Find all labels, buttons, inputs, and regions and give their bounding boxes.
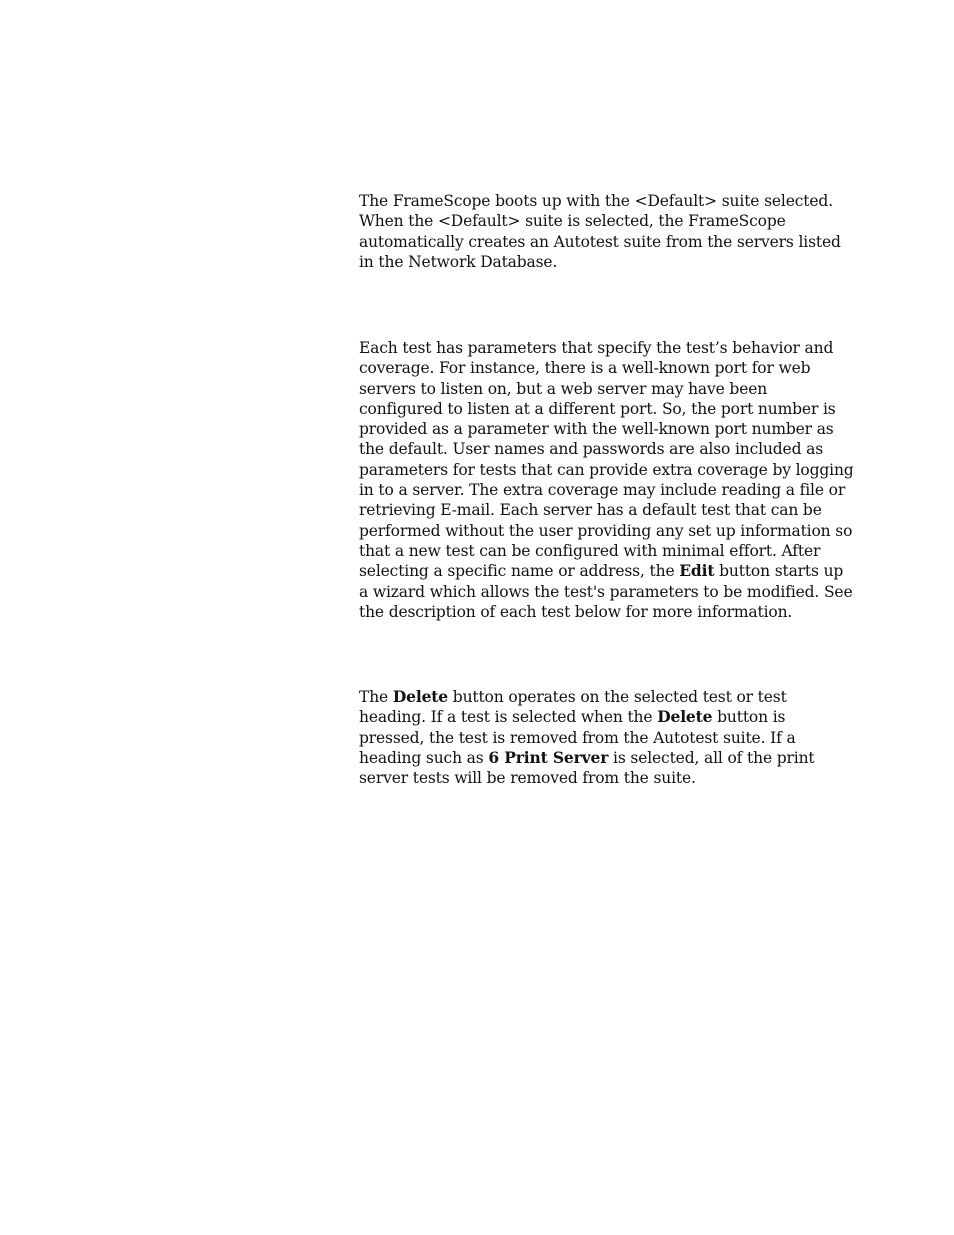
paragraph-delete-button xyxy=(359,687,854,788)
edit-button-reference: Edit xyxy=(679,561,715,581)
paragraph-text: The xyxy=(359,688,393,706)
paragraph-text: button starts up a wizard which allows the test's parameters to be modified. See the description of each test below for more information. xyxy=(359,562,853,621)
delete-button-reference: Delete xyxy=(392,687,449,706)
paragraph-text: The FrameScope boots up with the <Default> suite selected. When the <Default> suite is selected, the FrameScope automatically creates an Autotest suite from the servers listed in the Network Database. xyxy=(359,192,841,271)
paragraph-default-suite xyxy=(359,191,854,272)
delete-button-reference: Delete xyxy=(657,707,713,727)
print-server-heading-reference: 6 Print Server xyxy=(488,747,609,767)
paragraph-text: button is pressed, the test is removed from the Autotest suite. If a heading such as xyxy=(359,708,796,767)
paragraph-text: Each test has parameters that specify the test’s behavior and coverage. For instance, there is a well-known port for web servers to listen on, but a web server may have been configured to listen at a different port. So, the port number is provided as a parameter with the well-known port number as the default. User names and passwords are also included as parameters for tests that can provide extra coverage by logging in to a server. The extra coverage may include reading a file or retrieving E-mail. Each server has a default test that can be performed without the user providing any set up information so that a new test can be configured with minimal effort. After selecting a specific name or address, the xyxy=(359,339,854,581)
paragraph-text: button operates on the selected test or test heading. If a test is selected when the xyxy=(359,688,787,727)
paragraph-text: is selected, all of the print server tests will be removed from the suite. xyxy=(359,748,815,788)
paragraph-test-parameters xyxy=(359,338,854,622)
